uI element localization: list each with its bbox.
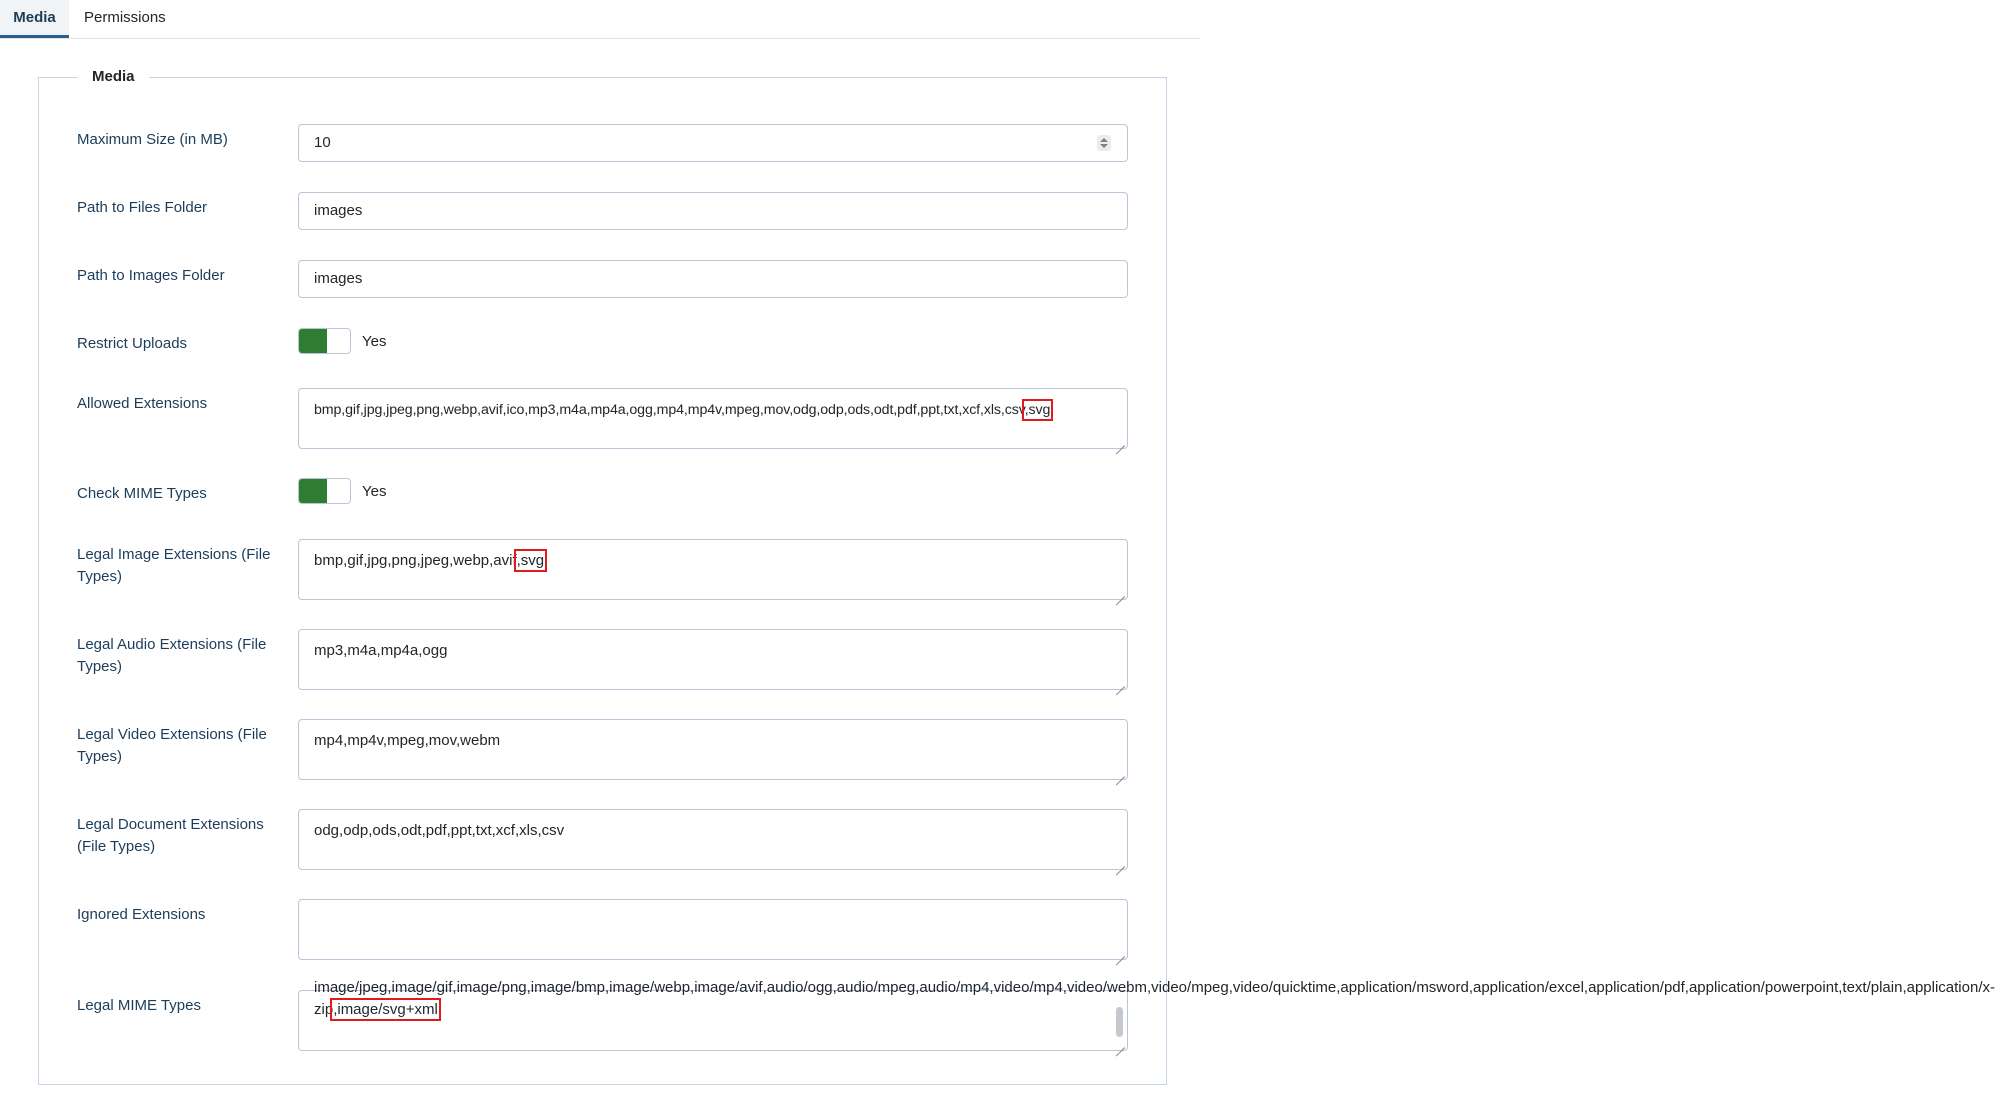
max-size-value: 10 bbox=[314, 134, 331, 151]
resize-grip-icon[interactable] bbox=[1115, 947, 1125, 957]
ignored-ext-textarea[interactable] bbox=[298, 899, 1128, 960]
resize-grip-icon[interactable] bbox=[1115, 1038, 1125, 1048]
mime-types-value: image/jpeg,image/gif,image/png,image/bmp,image/webp,image/avif,audio/ogg,audio/mpeg,audio/mp4,video/mp4,video/webm,video/mpeg,video/quicktime,application/msword,application/excel,application/pdf,application/powerpoint,text/plain,application/x-zip bbox=[314, 979, 1995, 1018]
tab-bar bbox=[0, 0, 1200, 39]
allowed-ext-label: Allowed Extensions bbox=[77, 395, 208, 412]
max-size-label: Maximum Size (in MB) bbox=[77, 131, 228, 148]
allowed-ext-textarea[interactable] bbox=[298, 388, 1128, 449]
number-spinner-icon[interactable] bbox=[1097, 135, 1111, 151]
images-path-input[interactable] bbox=[298, 260, 1128, 298]
restrict-uploads-toggle[interactable] bbox=[298, 328, 351, 354]
resize-grip-icon[interactable] bbox=[1115, 436, 1125, 446]
tab-permissions[interactable]: Permissions bbox=[84, 9, 166, 26]
video-ext-label: Legal Video Extensions (File Types) bbox=[77, 726, 267, 765]
audio-ext-value: mp3,m4a,mp4a,ogg bbox=[314, 642, 448, 659]
restrict-uploads-label: Restrict Uploads bbox=[77, 335, 188, 352]
mime-types-label: Legal MIME Types bbox=[77, 997, 201, 1014]
restrict-uploads-state: Yes bbox=[362, 333, 387, 350]
video-ext-value: mp4,mp4v,mpeg,mov,webm bbox=[314, 732, 501, 749]
check-mime-state: Yes bbox=[362, 483, 387, 500]
image-ext-label: Legal Image Extensions (File Types) bbox=[77, 546, 271, 585]
audio-ext-label: Legal Audio Extensions (File Types) bbox=[77, 636, 267, 675]
mime-types-highlight: ,image/svg+xml bbox=[333, 1001, 438, 1018]
files-path-label: Path to Files Folder bbox=[77, 199, 208, 216]
mime-types-textarea[interactable] bbox=[298, 979, 1995, 1051]
doc-ext-value: odg,odp,ods,odt,pdf,ppt,txt,xcf,xls,csv bbox=[314, 822, 565, 839]
tab-media[interactable]: Media bbox=[0, 0, 69, 38]
fieldset-legend: Media bbox=[78, 68, 149, 85]
audio-ext-textarea[interactable] bbox=[298, 629, 1128, 690]
image-ext-textarea[interactable] bbox=[298, 539, 1128, 600]
image-ext-highlight: ,svg bbox=[516, 552, 545, 569]
allowed-ext-highlight: ,svg bbox=[1024, 402, 1051, 418]
max-size-input[interactable] bbox=[298, 124, 1128, 162]
check-mime-toggle[interactable] bbox=[298, 478, 351, 504]
image-ext-value: bmp,gif,jpg,png,jpeg,webp,avif bbox=[314, 552, 517, 569]
images-path-label: Path to Images Folder bbox=[77, 267, 225, 284]
doc-ext-textarea[interactable] bbox=[298, 809, 1128, 870]
video-ext-textarea[interactable] bbox=[298, 719, 1128, 780]
resize-grip-icon[interactable] bbox=[1115, 677, 1125, 687]
images-path-value: images bbox=[314, 270, 363, 287]
doc-ext-label: Legal Document Extensions (File Types) bbox=[77, 816, 264, 855]
files-path-input[interactable] bbox=[298, 192, 1128, 230]
resize-grip-icon[interactable] bbox=[1115, 587, 1125, 597]
check-mime-label: Check MIME Types bbox=[77, 485, 207, 502]
textarea-scrollbar[interactable] bbox=[1116, 1007, 1123, 1037]
resize-grip-icon[interactable] bbox=[1115, 857, 1125, 867]
files-path-value: images bbox=[314, 202, 363, 219]
ignored-ext-label: Ignored Extensions bbox=[77, 906, 206, 923]
resize-grip-icon[interactable] bbox=[1115, 767, 1125, 777]
allowed-ext-value: bmp,gif,jpg,jpeg,png,webp,avif,ico,mp3,m4a,mp4a,ogg,mp4,mp4v,mpeg,mov,odg,odp,ods,odt,pdf,ppt,txt,xcf,xls,csv bbox=[314, 402, 1025, 418]
